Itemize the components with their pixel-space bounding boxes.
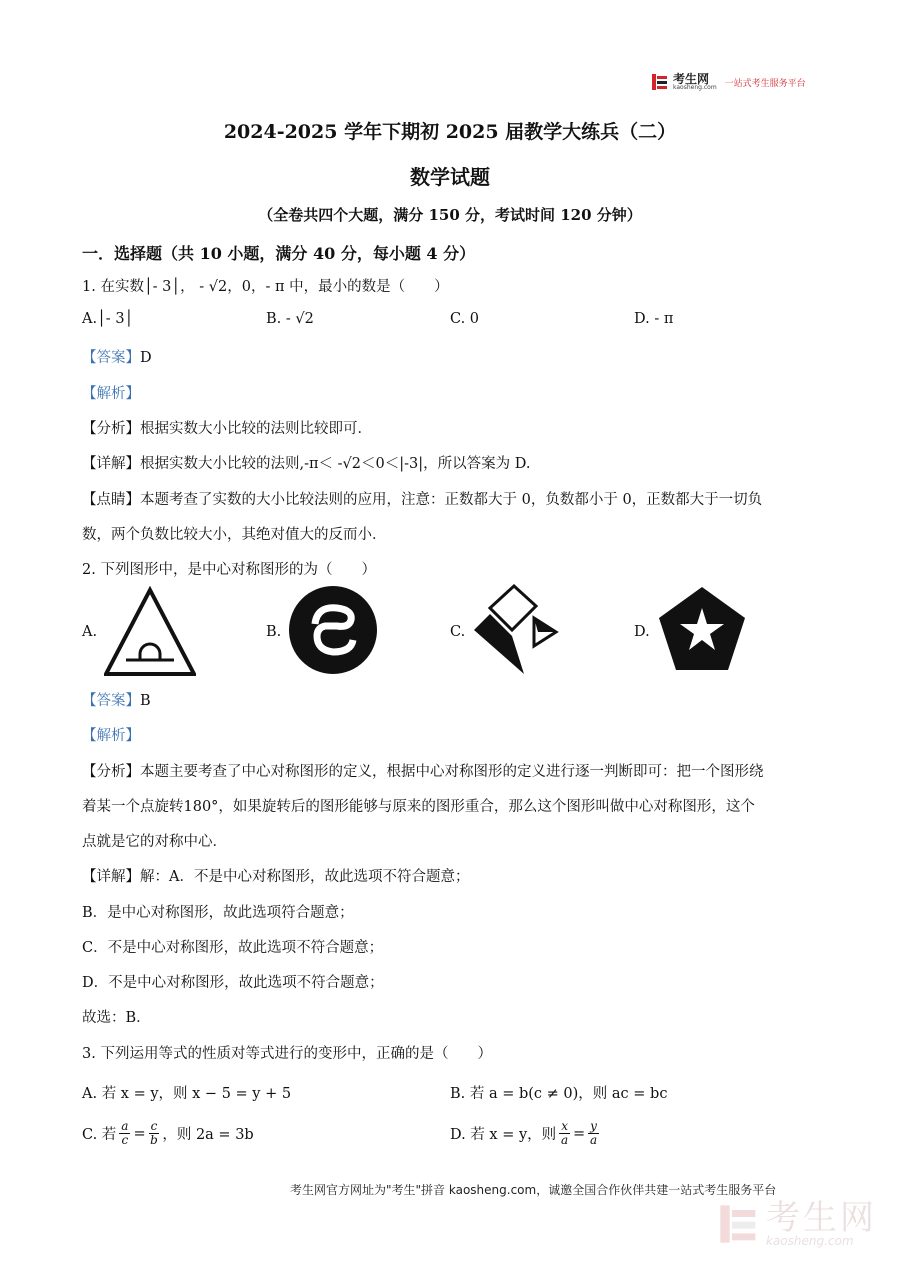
q3-c-frac2-den: b <box>150 1133 158 1147</box>
q3-c-frac2-num: c <box>150 1119 158 1133</box>
q1-stem: 1. 在实数│- 3│， - √2，0，- π 中，最小的数是（ ） <box>82 279 449 295</box>
header-logo <box>651 73 806 91</box>
q2-detail-d: D．不是中心对称图形，故此选项不符合题意； <box>82 975 384 991</box>
q2-conclusion: 故选：B． <box>82 1010 151 1026</box>
q1-dianjing-1: 【点睛】本题考查了实数的大小比较法则的应用，注意：正数都大于 0，负数都小于 0，正数都大于一切负 <box>82 492 763 508</box>
q2-answer: B <box>140 693 151 709</box>
q2-detail-c: C．不是中心对称图形，故此选项不符合题意； <box>82 940 384 956</box>
q2-detail-b: B．是中心对称图形，故此选项符合题意； <box>82 905 354 921</box>
kaosheng-logo-icon <box>651 73 669 91</box>
q1-answer: D <box>140 350 152 366</box>
answer-tag: 【答案】 <box>82 350 140 366</box>
q3-c-prefix: C. 若 <box>82 1127 117 1143</box>
q3-c-fraction-1 <box>119 1120 130 1147</box>
q1-analysis-tag: 【解析】 <box>82 386 140 402</box>
q2-fenxi-2: 着某一个点旋转180°，如果旋转后的图形能够与原来的图形重合，那么这个图形叫做中心对称图形，这个 <box>82 799 755 815</box>
q3-option-b: B. 若 a = b(c ≠ 0)，则 ac = bc <box>450 1086 668 1102</box>
exam-title: 2024-2025 学年下期初 2025 届教学大练兵（二） <box>223 121 677 143</box>
watermark-name: 考生网 <box>766 1198 877 1238</box>
q3-d-fraction-2 <box>588 1120 599 1147</box>
q2-label-a: A. <box>82 624 98 640</box>
page-footer: 考生网官方网址为"考生"拼音 kaosheng.com，诚邀全国合作伙伴共建一站式考生服务平台 <box>290 1183 777 1197</box>
q1-option-d: D. - π <box>634 311 674 327</box>
q2-fenxi-3: 点就是它的对称中心． <box>82 834 227 850</box>
q2-label-c: C. <box>450 624 466 640</box>
logo-name: 考生网 <box>673 72 710 86</box>
q1-xiangjie: 【详解】根据实数大小比较的法则,-π＜ -√2＜0＜|-3|，所以答案为 D. <box>82 456 531 472</box>
q3-c-fraction-2 <box>149 1120 160 1147</box>
q2-label-d: D. <box>634 624 650 640</box>
q2-xiangjie: 【详解】解：A．不是中心对称图形，故此选项不符合题意； <box>82 869 470 885</box>
q1-fenxi: 【分析】根据实数大小比较的法则比较即可． <box>82 421 372 437</box>
q1-dianjing-2: 数，两个负数比较大小，其绝对值大的反而小． <box>82 527 387 543</box>
q3-stem: 3. 下列运用等式的性质对等式进行的变形中，正确的是（ ） <box>82 1046 492 1062</box>
q1-option-b: B. - √2 <box>266 311 314 327</box>
answer-tag: 【答案】 <box>82 693 140 709</box>
q3-c-frac1-num: a <box>121 1119 129 1133</box>
q2-stem: 2. 下列图形中，是中心对称图形的为（ ） <box>82 562 376 578</box>
q3-d-frac1-den: a <box>561 1133 569 1147</box>
q2-label-b: B. <box>266 624 282 640</box>
q3-d-eq: = <box>572 1125 586 1142</box>
q1-option-a: A.│- 3│ <box>82 311 134 327</box>
logo-domain: kaosheng.com <box>673 84 717 91</box>
q3-option-d <box>450 1120 599 1147</box>
q3-option-c <box>82 1120 254 1147</box>
q3-d-frac1-num: x <box>561 1119 568 1133</box>
q1-answer-line <box>82 346 152 367</box>
q3-option-a: A. 若 x = y，则 x − 5 = y + 5 <box>82 1086 292 1102</box>
q3-c-eq: = <box>133 1125 146 1142</box>
triangle-arch-figure <box>104 586 196 678</box>
pentagon-star-figure <box>656 584 748 676</box>
q2-fenxi-1: 【分析】本题主要考查了中心对称图形的定义，根据中心对称图形的定义进行逐一判断即可：把一个图形绕 <box>82 764 764 780</box>
q3-d-frac2-num: y <box>590 1119 597 1133</box>
q3-c-frac1-den: c <box>121 1133 129 1147</box>
q3-c-suffix: ，则 2a = 3b <box>162 1127 254 1143</box>
subject-title: 数学试题 <box>410 165 490 189</box>
q3-d-frac2-den: a <box>589 1133 598 1147</box>
exam-note: （全卷共四个大题，满分 150 分，考试时间 120 分钟） <box>258 206 642 224</box>
header-slogan: 一站式考生服务平台 <box>724 78 806 89</box>
q3-d-prefix: D. 若 x = y，则 <box>450 1127 557 1143</box>
section-heading: 一．选择题（共 10 小题，满分 40 分，每小题 4 分） <box>82 244 476 263</box>
q2-answer-line <box>82 689 151 710</box>
diamond-figure <box>472 584 564 676</box>
s-circle-figure <box>287 584 379 676</box>
q2-analysis-tag: 【解析】 <box>82 728 140 744</box>
watermark-domain: kaosheng.com <box>766 1234 854 1248</box>
watermark <box>718 1198 877 1248</box>
watermark-logo-icon <box>718 1203 760 1245</box>
q1-option-c: C. 0 <box>450 311 480 327</box>
q3-d-fraction-1 <box>559 1120 570 1147</box>
